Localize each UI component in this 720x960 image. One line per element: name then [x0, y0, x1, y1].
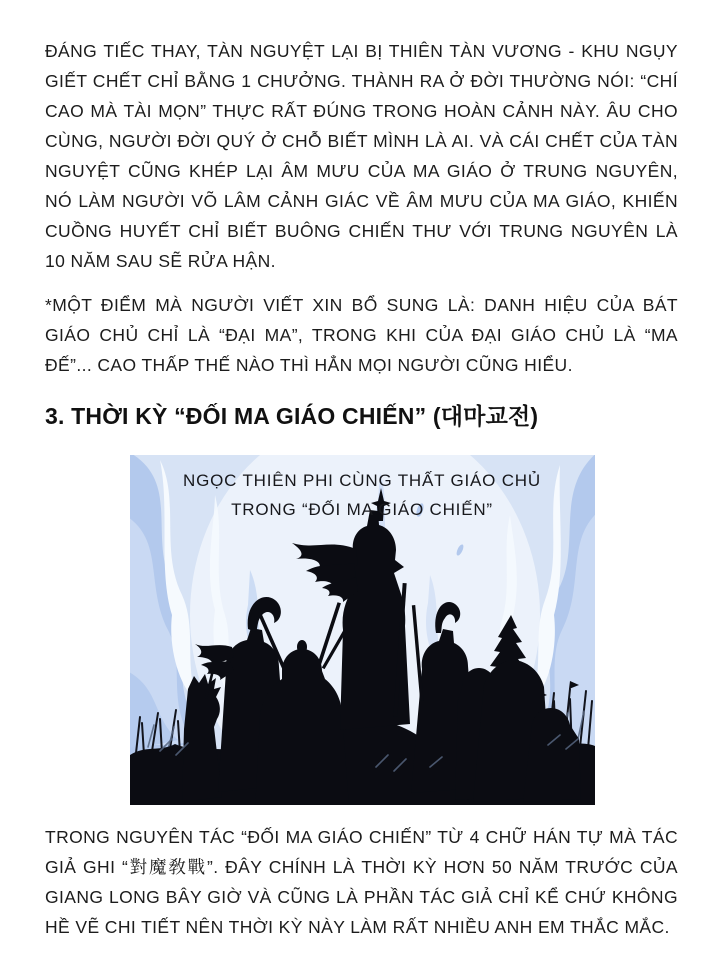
- paragraph-2: *MỘT ĐIỂM MÀ NGƯỜI VIẾT XIN BỔ SUNG LÀ: DANH HIỆU CỦA BÁT GIÁO CHỦ CHỈ LÀ “ĐẠI MA”, TRONG KHI CỦA ĐẠI GIÁO CHỦ LÀ “MA ĐẾ”... CAO THẤP THẾ NÀO THÌ HẲN MỌI NGƯỜI CŨNG HIỂU.: [45, 295, 678, 375]
- figure-caption-line1: NGỌC THIÊN PHI CÙNG THẤT GIÁO CHỦ: [183, 471, 541, 490]
- section-heading: 3. THỜI KỲ “ĐỐI MA GIÁO CHIẾN” (대마교전): [45, 403, 539, 429]
- paragraph-3: TRONG NGUYÊN TÁC “ĐỐI MA GIÁO CHIẾN” TỪ 4 CHỮ HÁN TỰ MÀ TÁC GIẢ GHI “對魔敎戰”. ĐÂY CHÍNH LÀ THỜI KỲ HƠN 50 NĂM TRƯỚC CỦA GIANG LONG BÂY GIỜ VÀ CŨNG LÀ PHẦN TÁC GIẢ CHỈ KỂ CHỨ KHÔNG HỀ VẼ CHI TIẾT NÊN THỜI KỲ NÀY LÀM RẤT NHIỀU ANH EM THẮC MẮC.: [45, 827, 678, 937]
- illustration-figure: [130, 455, 595, 805]
- silhouette-illustration: [130, 455, 595, 805]
- paragraph-1: ĐÁNG TIẾC THAY, TÀN NGUYỆT LẠI BỊ THIÊN TÀN VƯƠNG - KHU NGỤY GIẾT CHẾT CHỈ BẰNG 1 CHƯỞNG. THÀNH RA Ở ĐỜI THƯỜNG NÓI: “CHÍ CAO MÀ TÀI MỌN” THỰC RẤT ĐÚNG TRONG HOÀN CẢNH NÀY. ÂU CHO CÙNG, NGƯỜI ĐỜI QUÝ Ở CHỖ BIẾT MÌNH LÀ AI. VÀ CÁI CHẾT CỦA TÀN NGUYỆT CŨNG KHÉP LẠI ÂM MƯU CỦA MA GIÁO Ở TRUNG NGUYÊN, NÓ LÀM NGƯỜI VÕ LÂM CẢNH GIÁC VỀ ÂM MƯU CỦA MA GIÁO, KHIẾN CUỒNG HUYẾT CHỈ BIẾT BUÔNG CHIẾN THƯ VỚI TRUNG NGUYÊN LÀ 10 NĂM SAU SẼ RỬA HẬN.: [45, 41, 678, 271]
- figure-caption-line2: TRONG “ĐỐI MA GIÁO CHIẾN”: [231, 500, 493, 519]
